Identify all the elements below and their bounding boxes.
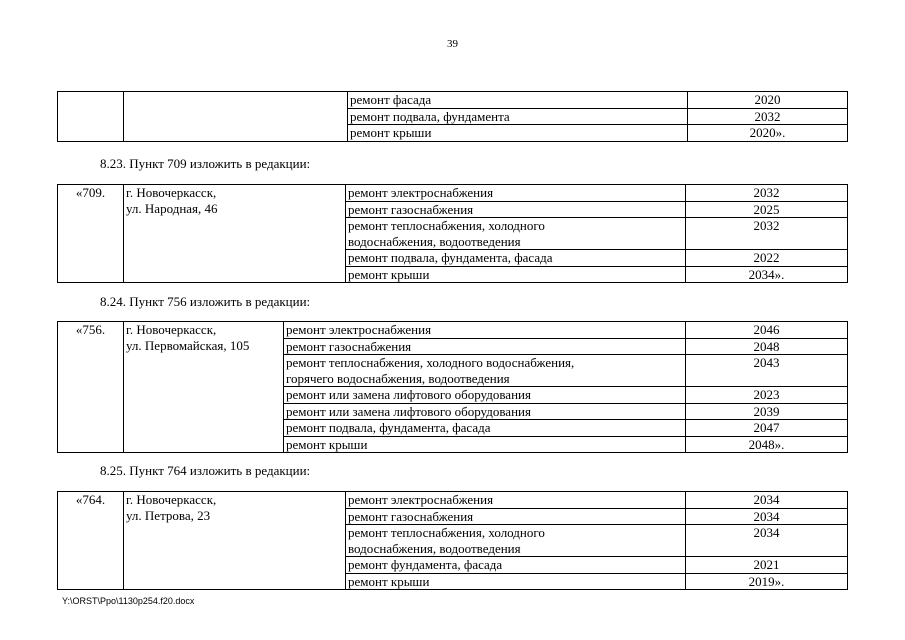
work-cell: ремонт крыши xyxy=(346,573,686,590)
work-line: водоснабжения, водоотведения xyxy=(348,233,521,249)
item-number: «764. xyxy=(58,492,124,590)
address-city: г. Новочеркасск, xyxy=(126,185,217,200)
address-city: г. Новочеркасск, xyxy=(126,322,217,337)
table-709 xyxy=(57,184,848,283)
work-cell: ремонт крыши xyxy=(346,266,686,283)
work-cell: ремонт электроснабжения xyxy=(284,322,686,339)
table-continuation xyxy=(57,91,848,142)
work-line: горячего водоснабжения, водоотведения xyxy=(286,370,510,386)
work-cell: ремонт газоснабжения xyxy=(346,508,686,525)
address-street: ул. Петрова, 23 xyxy=(126,507,211,523)
year-cell: 2023 xyxy=(686,387,848,404)
table-row xyxy=(58,185,848,202)
work-cell: ремонт подвала, фундамента, фасада xyxy=(346,250,686,267)
work-line: водоснабжения, водоотведения xyxy=(348,540,521,556)
work-line: ремонт теплоснабжения, холодного xyxy=(348,525,545,540)
work-line: ремонт теплоснабжения, холодного xyxy=(348,218,545,233)
year-cell: 2039 xyxy=(686,403,848,420)
year-cell: 2048». xyxy=(686,436,848,453)
year-cell: 2046 xyxy=(686,322,848,339)
year-cell: 2025 xyxy=(686,201,848,218)
year-cell: 2020». xyxy=(688,125,848,142)
address-street: ул. Народная, 46 xyxy=(126,200,218,216)
footer-file-path: Y:\ORST\Ppo\1130p254.f20.docx xyxy=(62,596,195,606)
year-cell: 2047 xyxy=(686,420,848,437)
table-row xyxy=(58,322,848,339)
table-756 xyxy=(57,321,848,453)
work-cell: ремонт газоснабжения xyxy=(346,201,686,218)
year-cell: 2048 xyxy=(686,338,848,355)
clause-8-23: 8.23. Пункт 709 изложить в редакции: xyxy=(100,156,311,171)
table-764 xyxy=(57,491,848,590)
year-cell: 2043 xyxy=(686,355,848,387)
address-cell xyxy=(124,185,346,283)
address-street: ул. Первомайская, 105 xyxy=(126,337,250,353)
year-cell: 2034 xyxy=(686,492,848,509)
year-cell: 2032 xyxy=(686,185,848,202)
work-cell xyxy=(284,355,686,387)
page-number: 39 xyxy=(447,38,458,50)
address-cell xyxy=(124,92,348,142)
work-cell: ремонт газоснабжения xyxy=(284,338,686,355)
year-cell: 2032 xyxy=(688,108,848,125)
table-row xyxy=(58,492,848,509)
work-cell xyxy=(346,525,686,557)
address-cell xyxy=(124,492,346,590)
work-cell: ремонт или замена лифтового оборудования xyxy=(284,403,686,420)
year-cell: 2034». xyxy=(686,266,848,283)
work-cell: ремонт крыши xyxy=(348,125,688,142)
work-cell: ремонт электроснабжения xyxy=(346,492,686,509)
year-cell: 2034 xyxy=(686,525,848,557)
work-cell: ремонт крыши xyxy=(284,436,686,453)
work-cell: ремонт фундамента, фасада xyxy=(346,557,686,574)
address-cell xyxy=(124,322,284,453)
work-cell xyxy=(346,218,686,250)
work-line: ремонт теплоснабжения, холодного водоснабжения, xyxy=(286,355,575,370)
year-cell: 2034 xyxy=(686,508,848,525)
year-cell: 2032 xyxy=(686,218,848,250)
work-cell: ремонт или замена лифтового оборудования xyxy=(284,387,686,404)
number-cell xyxy=(58,92,124,142)
item-number: «709. xyxy=(58,185,124,283)
work-cell: ремонт подвала, фундамента xyxy=(348,108,688,125)
work-cell: ремонт электроснабжения xyxy=(346,185,686,202)
clause-8-25: 8.25. Пункт 764 изложить в редакции: xyxy=(100,463,311,478)
year-cell: 2020 xyxy=(688,92,848,109)
table-row xyxy=(58,92,848,109)
clause-8-24: 8.24. Пункт 756 изложить в редакции: xyxy=(100,294,311,309)
year-cell: 2022 xyxy=(686,250,848,267)
address-city: г. Новочеркасск, xyxy=(126,492,217,507)
year-cell: 2019». xyxy=(686,573,848,590)
work-cell: ремонт подвала, фундамента, фасада xyxy=(284,420,686,437)
item-number: «756. xyxy=(58,322,124,453)
year-cell: 2021 xyxy=(686,557,848,574)
work-cell: ремонт фасада xyxy=(348,92,688,109)
